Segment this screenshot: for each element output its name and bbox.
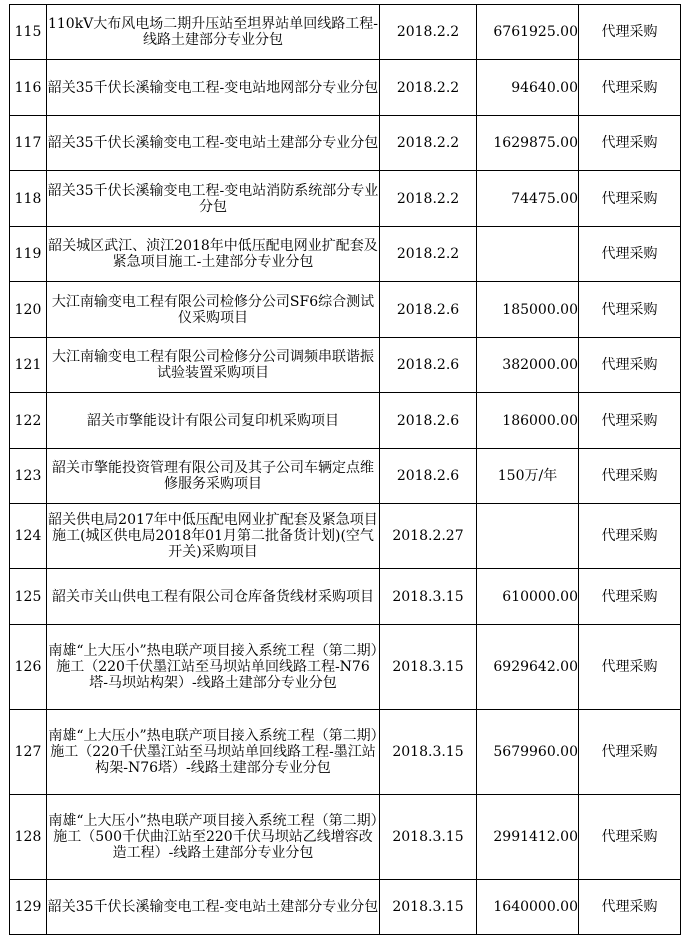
procurement-method: 代理采购 <box>579 338 681 393</box>
project-name: 韶关35千伏长溪输变电工程-变电站消防系统部分专业分包 <box>47 171 380 227</box>
project-amount: 94640.00 <box>477 60 579 116</box>
project-date: 2018.2.27 <box>380 504 477 569</box>
row-number: 129 <box>10 880 47 935</box>
procurement-method: 代理采购 <box>579 5 681 60</box>
project-amount: 186000.00 <box>477 393 579 449</box>
project-amount: 150万/年 <box>477 449 579 504</box>
row-number: 125 <box>10 569 47 625</box>
project-name: 韶关市擎能设计有限公司复印机采购项目 <box>47 393 380 449</box>
project-date: 2018.2.6 <box>380 449 477 504</box>
project-date: 2018.2.2 <box>380 5 477 60</box>
project-date: 2018.2.2 <box>380 171 477 227</box>
project-amount: 5679960.00 <box>477 710 579 795</box>
table-row <box>10 171 681 227</box>
project-date: 2018.3.15 <box>380 880 477 935</box>
table-row <box>10 569 681 625</box>
project-amount <box>477 504 579 569</box>
project-date: 2018.3.15 <box>380 569 477 625</box>
row-number: 123 <box>10 449 47 504</box>
row-number: 128 <box>10 795 47 880</box>
project-name: 韶关供电局2017年中低压配电网业扩配套及紧急项目施工(城区供电局2018年01月第二批备货计划)(空气开关)采购项目 <box>47 504 380 569</box>
table-row <box>10 880 681 935</box>
procurement-method: 代理采购 <box>579 795 681 880</box>
project-date: 2018.2.2 <box>380 116 477 171</box>
procurement-method: 代理采购 <box>579 504 681 569</box>
row-number: 124 <box>10 504 47 569</box>
project-name: 韶关城区武江、浈江2018年中低压配电网业扩配套及紧急项目施工-土建部分专业分包 <box>47 227 380 282</box>
row-number: 116 <box>10 60 47 116</box>
project-name: 韶关35千伏长溪输变电工程-变电站土建部分专业分包 <box>47 116 380 171</box>
row-number: 126 <box>10 625 47 710</box>
table-row <box>10 116 681 171</box>
table-row <box>10 393 681 449</box>
table-row <box>10 5 681 60</box>
project-amount: 610000.00 <box>477 569 579 625</box>
project-name: 韶关35千伏长溪输变电工程-变电站土建部分专业分包 <box>47 880 380 935</box>
procurement-method: 代理采购 <box>579 171 681 227</box>
project-amount: 382000.00 <box>477 338 579 393</box>
row-number: 127 <box>10 710 47 795</box>
project-amount: 185000.00 <box>477 282 579 338</box>
procurement-method: 代理采购 <box>579 116 681 171</box>
row-number: 121 <box>10 338 47 393</box>
project-name: 韶关市擎能投资管理有限公司及其子公司车辆定点维修服务采购项目 <box>47 449 380 504</box>
table-row <box>10 795 681 880</box>
project-date: 2018.2.2 <box>380 227 477 282</box>
project-amount <box>477 227 579 282</box>
row-number: 118 <box>10 171 47 227</box>
project-amount: 6929642.00 <box>477 625 579 710</box>
table-row <box>10 338 681 393</box>
project-date: 2018.3.15 <box>380 710 477 795</box>
procurement-method: 代理采购 <box>579 282 681 338</box>
project-name: 大江南输变电工程有限公司检修分公司SF6综合测试仪采购项目 <box>47 282 380 338</box>
project-date: 2018.3.15 <box>380 625 477 710</box>
project-date: 2018.3.15 <box>380 795 477 880</box>
project-name: 韶关市关山供电工程有限公司仓库备货线材采购项目 <box>47 569 380 625</box>
project-name: 韶关35千伏长溪输变电工程-变电站地网部分专业分包 <box>47 60 380 116</box>
procurement-method: 代理采购 <box>579 449 681 504</box>
procurement-method: 代理采购 <box>579 710 681 795</box>
project-date: 2018.2.2 <box>380 60 477 116</box>
project-name: 大江南输变电工程有限公司检修分公司调频串联谐振试验装置采购项目 <box>47 338 380 393</box>
project-name: 南雄“上大压小”热电联产项目接入系统工程（第二期）施工（500千伏曲江站至220千伏马坝站乙线增容改造工程）-线路土建部分专业分包 <box>47 795 380 880</box>
project-amount: 6761925.00 <box>477 5 579 60</box>
project-amount: 74475.00 <box>477 171 579 227</box>
procurement-method: 代理采购 <box>579 227 681 282</box>
project-amount: 1629875.00 <box>477 116 579 171</box>
procurement-method: 代理采购 <box>579 880 681 935</box>
project-name: 110kV大布风电场二期升压站至坦界站单回线路工程-线路土建部分专业分包 <box>47 5 380 60</box>
table-row <box>10 625 681 710</box>
table-row <box>10 282 681 338</box>
row-number: 119 <box>10 227 47 282</box>
project-amount: 2991412.00 <box>477 795 579 880</box>
table-row <box>10 504 681 569</box>
table-row <box>10 710 681 795</box>
row-number: 122 <box>10 393 47 449</box>
procurement-method: 代理采购 <box>579 625 681 710</box>
procurement-method: 代理采购 <box>579 569 681 625</box>
project-name: 南雄“上大压小”热电联产项目接入系统工程（第二期）施工（220千伏墨江站至马坝站单回线路工程-N76塔-马坝站构架）-线路土建部分专业分包 <box>47 625 380 710</box>
project-date: 2018.2.6 <box>380 338 477 393</box>
project-name: 南雄“上大压小”热电联产项目接入系统工程（第二期）施工（220千伏墨江站至马坝站单回线路工程-墨江站构架-N76塔）-线路土建部分专业分包 <box>47 710 380 795</box>
table-row <box>10 227 681 282</box>
procurement-table <box>9 4 681 935</box>
table-row <box>10 60 681 116</box>
project-date: 2018.2.6 <box>380 282 477 338</box>
row-number: 120 <box>10 282 47 338</box>
table-row <box>10 449 681 504</box>
row-number: 115 <box>10 5 47 60</box>
project-amount: 1640000.00 <box>477 880 579 935</box>
project-date: 2018.2.6 <box>380 393 477 449</box>
procurement-method: 代理采购 <box>579 393 681 449</box>
row-number: 117 <box>10 116 47 171</box>
procurement-method: 代理采购 <box>579 60 681 116</box>
